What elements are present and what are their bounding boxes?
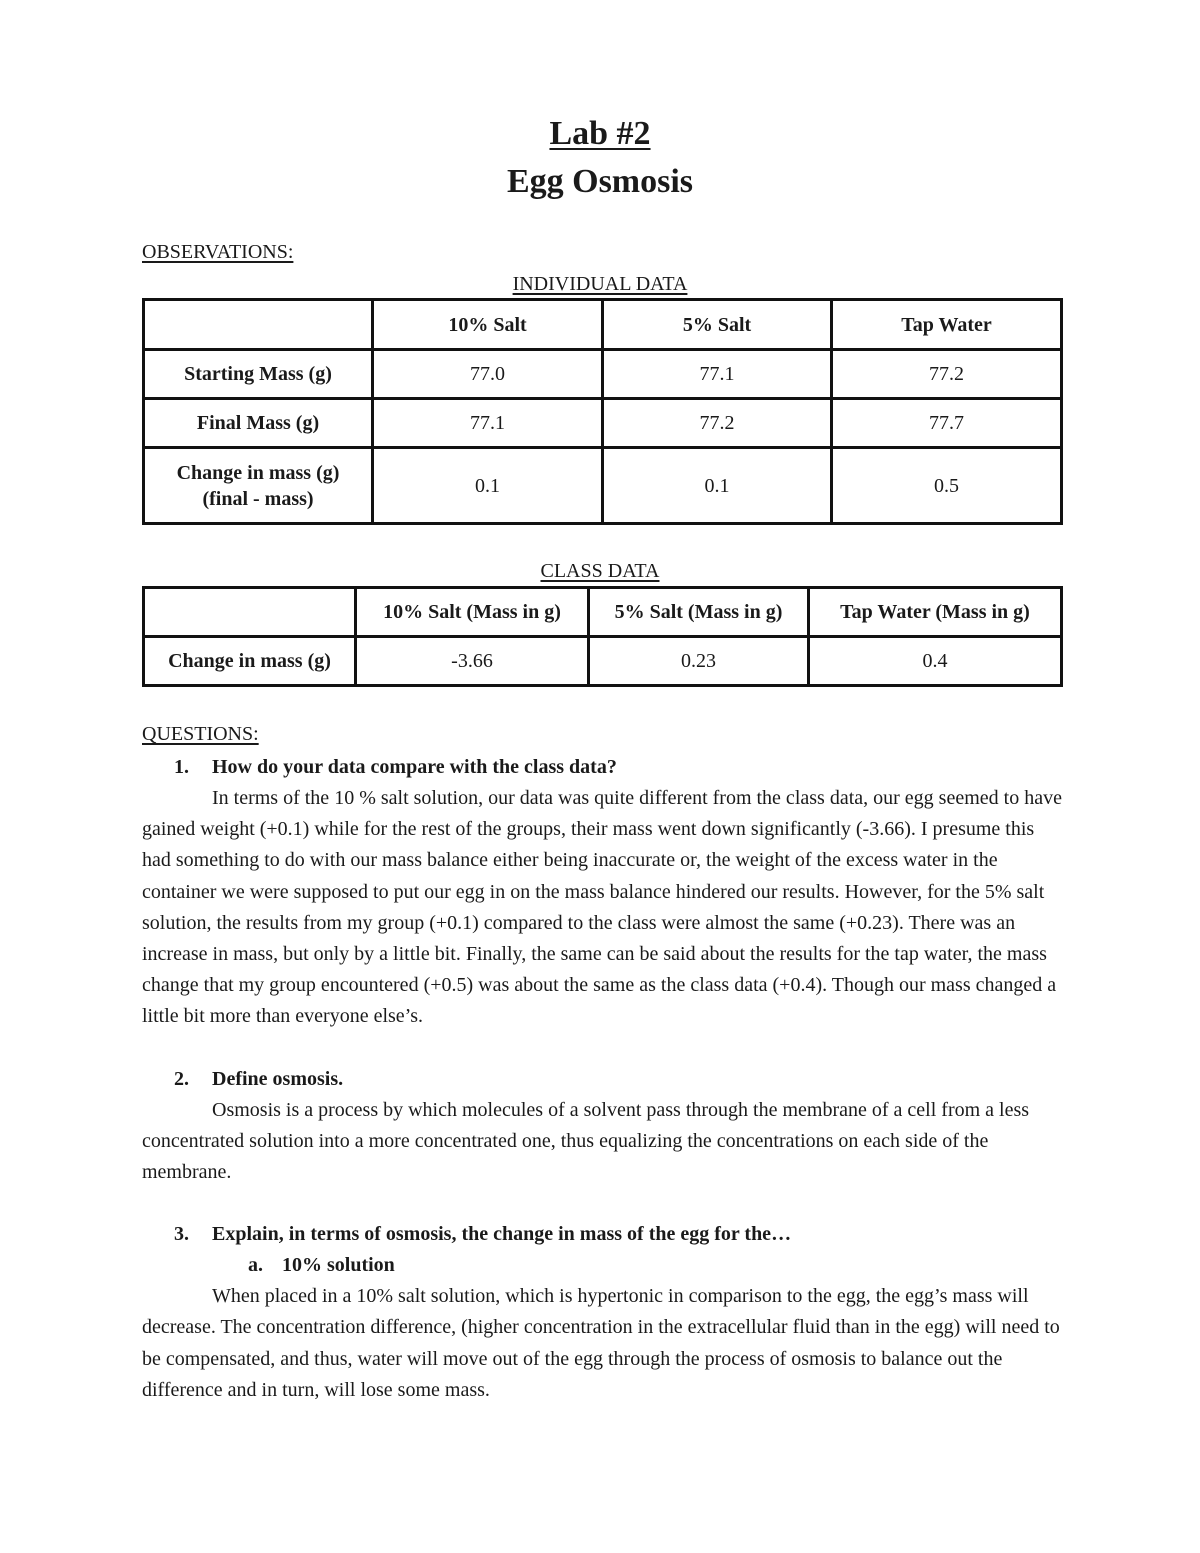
table-cell: 77.2	[832, 350, 1062, 399]
questions-section	[142, 722, 1062, 1406]
question-3	[142, 1219, 1062, 1250]
lab-subtitle: Egg Osmosis	[506, 163, 694, 200]
answer-text: In terms of the 10 % salt solution, our data was quite different from the class data, our egg seemed to have gained weight (+0.1) while for the rest of the groups, their mass went down significantly (-3.66). I presume this had something to do with our mass balance either being inaccurate or, the weight of the excess water in the container we were supposed to put our egg in on the mass balance hindered our results. However, for the 5% salt solution, the results from my group (+0.1) compared to the class were almost the same (+0.23). There was an increase in mass, but only by a little bit. Finally, the same can be said about the results for the tap water, the mass change that my group encountered (+0.5) was about the same as the class data (+0.4). Though our mass changed a little bit more than everyone else’s.	[142, 787, 1062, 1028]
row-label: Final Mass (g)	[144, 399, 373, 448]
table-cell: 0.23	[589, 637, 809, 686]
question-number: 2.	[174, 1067, 189, 1090]
table-row	[144, 637, 1062, 686]
lab-title: Lab #2	[549, 115, 651, 152]
question-text: Define osmosis.	[212, 1067, 344, 1090]
table-cell: 0.1	[603, 448, 832, 524]
row-label	[144, 448, 373, 524]
table-cell: 0.5	[832, 448, 1062, 524]
question-number: 3.	[174, 1223, 189, 1246]
class-data-table	[142, 586, 1063, 687]
questions-heading: QUESTIONS:	[142, 723, 259, 745]
row-label: Change in mass (g)	[144, 637, 356, 686]
table-header-cell: Tap Water (Mass in g)	[809, 588, 1062, 637]
answer-3a	[142, 1281, 1062, 1406]
question-text: Explain, in terms of osmosis, the change in mass of the egg for the…	[212, 1223, 792, 1246]
table-cell: -3.66	[356, 637, 589, 686]
table-cell: 77.7	[832, 399, 1062, 448]
row-label-line: (final - mass)	[202, 487, 314, 510]
question-text: How do your data compare with the class data?	[212, 756, 617, 778]
answer-2	[142, 1095, 1062, 1189]
table-row	[144, 399, 1062, 448]
table-header-row	[144, 300, 1062, 350]
individual-data-caption: INDIVIDUAL DATA	[512, 273, 688, 295]
question-2	[142, 1064, 1062, 1095]
class-data-caption: CLASS DATA	[540, 560, 660, 582]
table-cell: 77.0	[373, 350, 603, 399]
table-header-cell	[144, 588, 356, 637]
table-header-row	[144, 588, 1062, 637]
individual-data-table	[142, 298, 1063, 525]
observations-heading: OBSERVATIONS:	[142, 241, 294, 263]
row-label: Starting Mass (g)	[144, 350, 373, 399]
question-1	[142, 752, 1062, 783]
row-label-line: Change in mass (g)	[176, 461, 340, 484]
answer-text: Osmosis is a process by which molecules of a solvent pass through the membrane of a cell from a less concentrated solution into a more concentrated one, thus equalizing the concentrations on each side of the membrane.	[142, 1098, 1030, 1184]
table-row	[144, 350, 1062, 399]
table-header-cell: 5% Salt	[603, 300, 832, 350]
table-header-cell: 10% Salt	[373, 300, 603, 350]
table-cell: 77.1	[603, 350, 832, 399]
answer-text: When placed in a 10% salt solution, which is hypertonic in comparison to the egg, the egg’s mass will decrease. The concentration difference, (higher concentration in the extracellular fluid than in the egg) will need to be compensated, and thus, water will move out of the egg through the process of osmosis to balance out the difference and in turn, will lose some mass.	[142, 1285, 1060, 1401]
table-header-cell: 10% Salt (Mass in g)	[356, 588, 589, 637]
table-cell: 0.1	[373, 448, 603, 524]
table-row	[144, 448, 1062, 524]
table-header-cell: Tap Water	[832, 300, 1062, 350]
question-number: 1.	[174, 756, 189, 778]
sub-question-letter: a.	[248, 1254, 263, 1277]
table-header-cell	[144, 300, 373, 350]
sub-question-label: 10% solution	[282, 1254, 395, 1277]
answer-1	[142, 783, 1062, 1033]
table-cell: 77.2	[603, 399, 832, 448]
table-cell: 77.1	[373, 399, 603, 448]
table-header-cell: 5% Salt (Mass in g)	[589, 588, 809, 637]
question-3a	[142, 1250, 1062, 1281]
table-cell: 0.4	[809, 637, 1062, 686]
